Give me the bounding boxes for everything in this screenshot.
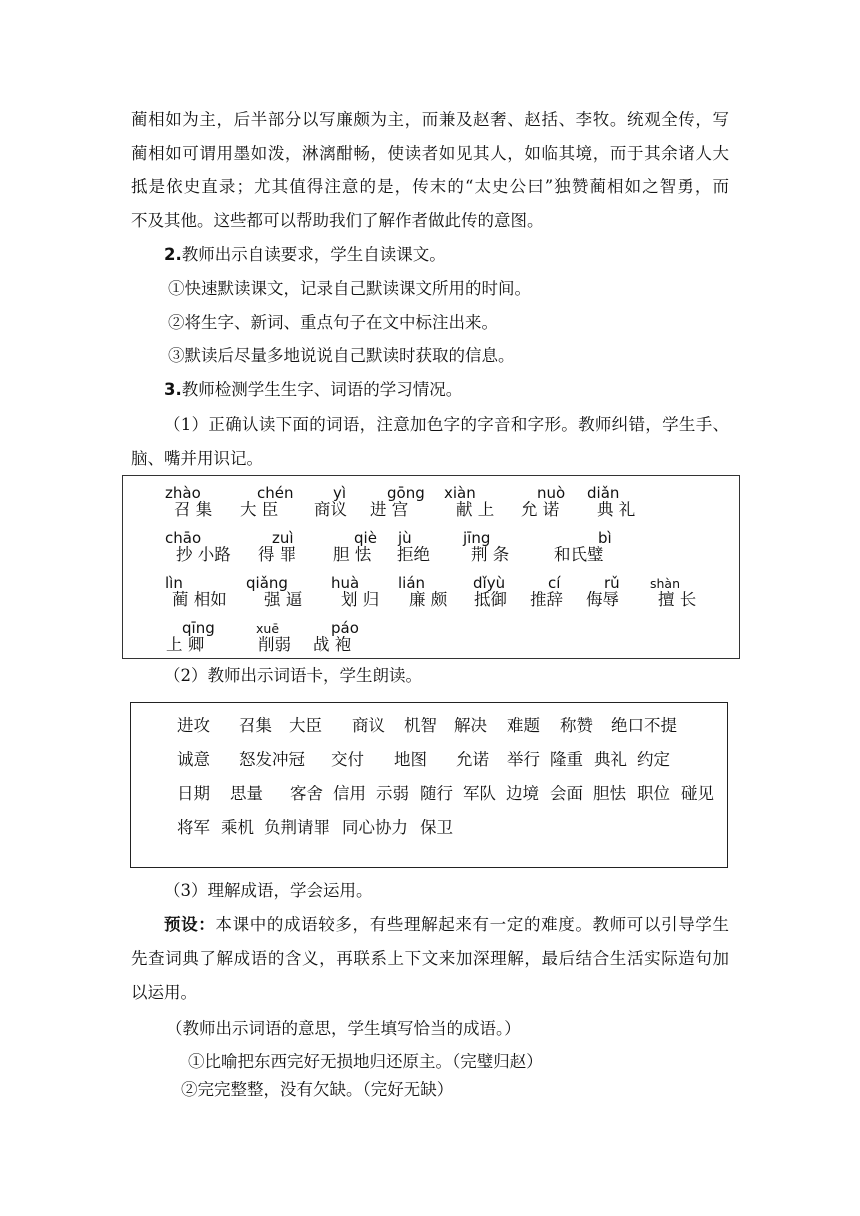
word: 侮辱	[586, 590, 619, 609]
pinyin: chāo	[165, 529, 202, 547]
card-word: 边境	[506, 784, 539, 803]
card-word: 胆怯	[593, 784, 626, 803]
sub2-heading: （2）教师出示词语卡，学生朗读。	[164, 666, 422, 685]
word: 拒绝	[397, 545, 430, 564]
step3-heading	[164, 378, 462, 402]
card-word: 约定	[637, 750, 670, 769]
card-word: 机智	[404, 716, 437, 735]
card-word: 军队	[463, 784, 496, 803]
pinyin: jù	[398, 529, 412, 547]
idiom-item-1: ①比喻把东西完好无损地归还原主。（完璧归赵）	[188, 1052, 543, 1071]
pinyin: rǔ	[604, 574, 620, 592]
word: 献 上	[456, 500, 495, 519]
pinyin: xiàn	[444, 484, 476, 502]
card-word: 保卫	[420, 818, 453, 837]
word: 上 卿	[166, 635, 205, 654]
pinyin: zuì	[272, 529, 294, 547]
card-word: 绝口不提	[611, 716, 677, 735]
step2-number: 2.	[164, 245, 182, 264]
card-word: 商议	[352, 716, 385, 735]
card-word: 将军	[177, 818, 210, 837]
pinyin: xuē	[256, 621, 280, 636]
pinyin: chén	[257, 484, 294, 502]
word: 削弱	[258, 635, 291, 654]
preset-line-3: 以运用。	[131, 983, 197, 1002]
card-word: 日期	[177, 784, 210, 803]
word: 得 罪	[258, 545, 297, 564]
word: 抄 小路	[176, 545, 231, 564]
word: 荆 条	[471, 545, 510, 564]
card-word: 召集	[239, 716, 272, 735]
preset-line-1	[164, 913, 729, 937]
pinyin: lìn	[165, 574, 183, 592]
card-word: 会面	[550, 784, 583, 803]
step2-item-2: ②将生字、新词、重点句子在文中标注出来。	[168, 313, 498, 332]
intro-line-2: 蔺相如可谓用墨如泼，淋漓酣畅，使读者如见其人，如临其境，而于其余诸人大	[131, 144, 729, 163]
word: 抵御	[474, 590, 507, 609]
intro-line-4: 不及其他。这些都可以帮助我们了解作者做此传的意图。	[131, 211, 544, 230]
pinyin: cí	[548, 574, 561, 592]
card-word: 典礼	[594, 750, 627, 769]
card-word: 怒发冲冠	[239, 750, 305, 769]
idiom-item-2: ②完完整整，没有欠缺。（完好无缺）	[181, 1080, 454, 1099]
card-word: 客舍	[290, 784, 323, 803]
word: 大 臣	[240, 500, 279, 519]
pinyin: shàn	[650, 576, 681, 591]
card-word: 信用	[333, 784, 366, 803]
pinyin: lián	[398, 574, 426, 592]
card-word: 解决	[454, 716, 487, 735]
card-word: 交付	[331, 750, 364, 769]
word: 战 袍	[313, 635, 352, 654]
sub1-line-2: 脑、嘴并用识记。	[131, 449, 263, 468]
pinyin: zhào	[165, 484, 201, 502]
word: 召 集	[174, 500, 213, 519]
word: 允 诺	[521, 500, 560, 519]
pinyin: yì	[333, 484, 347, 502]
intro-line-3: 抵是依史直录；尤其值得注意的是，传末的“太史公曰”独赞蔺相如之智勇，而	[131, 177, 729, 196]
step2-heading	[164, 243, 446, 267]
card-word: 随行	[420, 784, 453, 803]
pinyin: bì	[598, 529, 612, 547]
pinyin: qiǎng	[246, 574, 288, 592]
step3-number: 3.	[164, 380, 182, 399]
pinyin: dǐyù	[473, 574, 506, 592]
word: 划 归	[341, 590, 380, 609]
preset-label: 预设：	[164, 915, 216, 934]
pinyin: diǎn	[587, 484, 620, 502]
step3-text: 教师检测学生生字、词语的学习情况。	[181, 380, 463, 399]
card-word: 示弱	[376, 784, 409, 803]
card-word: 乘机	[221, 818, 254, 837]
step2-item-1: ①快速默读课文，记录自己默读课文所用的时间。	[168, 279, 531, 298]
card-word: 难题	[507, 716, 540, 735]
pinyin: nuò	[537, 484, 566, 502]
intro-line-1: 蔺相如为主，后半部分以写廉颇为主，而兼及赵奢、赵括、李牧。统观全传，写	[131, 110, 729, 129]
card-word: 诚意	[177, 750, 210, 769]
step2-text: 教师出示自读要求，学生自读课文。	[181, 245, 446, 264]
word: 廉 颇	[409, 590, 448, 609]
step2-item-3: ③默读后尽量多地说说自己默读时获取的信息。	[168, 346, 515, 365]
preset-line-2: 先查词典了解成语的含义，再联系上下文来加深理解，最后结合生活实际造句加	[131, 949, 729, 968]
pinyin: páo	[331, 619, 359, 637]
card-word: 负荆请罪	[264, 818, 330, 837]
card-word: 隆重	[550, 750, 583, 769]
instruction-text: （教师出示词语的意思，学生填写恰当的成语。）	[166, 1019, 521, 1038]
preset-text: 本课中的成语较多，有些理解起来有一定的难度。教师可以引导学生	[215, 915, 729, 934]
word: 推辞	[530, 590, 563, 609]
word: 擅 长	[658, 590, 697, 609]
card-word: 思量	[230, 784, 263, 803]
word: 蔺 相如	[172, 590, 227, 609]
card-word: 进攻	[177, 716, 210, 735]
card-word: 大臣	[289, 716, 322, 735]
word: 胆 怯	[333, 545, 372, 564]
sub1-line-1: （1）正确认读下面的词语，注意加色字的字音和字形。教师纠错，学生手、	[164, 415, 729, 434]
card-word: 同心协力	[342, 818, 408, 837]
word: 强 逼	[264, 590, 303, 609]
word: 进 宫	[370, 500, 409, 519]
card-word: 称赞	[560, 716, 593, 735]
pinyin: gōng	[387, 484, 425, 502]
pinyin: jīng	[463, 529, 491, 547]
pinyin: qīng	[182, 619, 215, 637]
word: 和氏璧	[554, 545, 604, 564]
card-word: 碰见	[681, 784, 714, 803]
card-word: 举行	[507, 750, 540, 769]
word: 商议	[314, 500, 347, 519]
card-word: 职位	[637, 784, 670, 803]
card-word: 地图	[394, 750, 427, 769]
pinyin: qiè	[354, 529, 377, 547]
sub3-heading: （3）理解成语，学会运用。	[164, 881, 373, 900]
word: 典 礼	[597, 500, 636, 519]
pinyin: huà	[331, 574, 360, 592]
card-word: 允诺	[456, 750, 489, 769]
